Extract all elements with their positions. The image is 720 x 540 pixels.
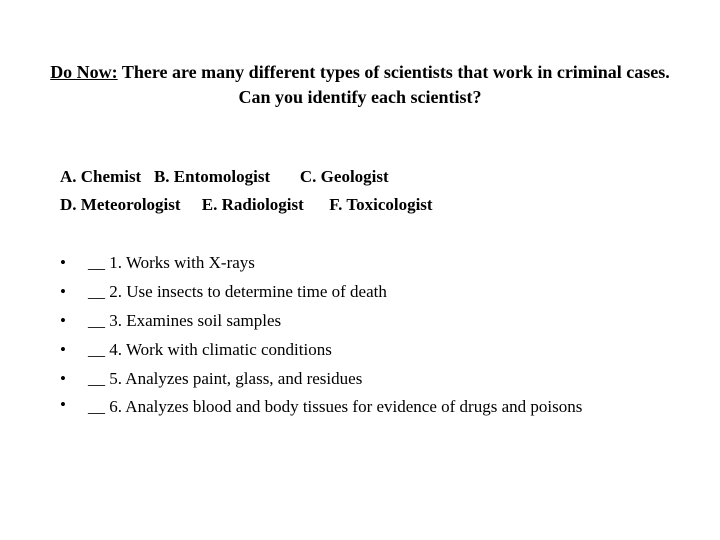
question-text: __ 4. Work with climatic conditions bbox=[88, 340, 332, 359]
do-now-label: Do Now: bbox=[50, 62, 118, 82]
options-row-1: A. Chemist B. Entomologist C. Geologist bbox=[60, 167, 389, 186]
list-item bbox=[60, 306, 660, 335]
title-text: There are many different types of scientists that work in criminal cases. Can you identify each scientist? bbox=[117, 62, 670, 107]
options-row-2: D. Meteorologist E. Radiologist F. Toxicologist bbox=[60, 195, 433, 214]
list-item bbox=[60, 393, 660, 419]
list-item bbox=[60, 248, 660, 277]
question-text: __ 1. Works with X-rays bbox=[88, 253, 255, 272]
list-item bbox=[60, 277, 660, 306]
bullet-icon: • bbox=[60, 311, 66, 330]
bullet-icon: • bbox=[60, 395, 66, 414]
bullet-icon: • bbox=[60, 282, 66, 301]
bullet-icon: • bbox=[60, 253, 66, 272]
question-list bbox=[60, 248, 660, 419]
question-text: __ 3. Examines soil samples bbox=[88, 311, 282, 330]
bullet-icon: • bbox=[60, 369, 66, 388]
question-text: __ 5. Analyzes paint, glass, and residues bbox=[88, 369, 363, 388]
page-title bbox=[40, 60, 680, 110]
question-text: __ 6. Analyzes blood and body tissues for evidence of drugs and poisons bbox=[88, 397, 583, 416]
list-item bbox=[60, 335, 660, 364]
list-item bbox=[60, 364, 660, 393]
bullet-icon: • bbox=[60, 340, 66, 359]
scientist-options bbox=[60, 163, 660, 219]
question-text: __ 2. Use insects to determine time of death bbox=[88, 282, 387, 301]
